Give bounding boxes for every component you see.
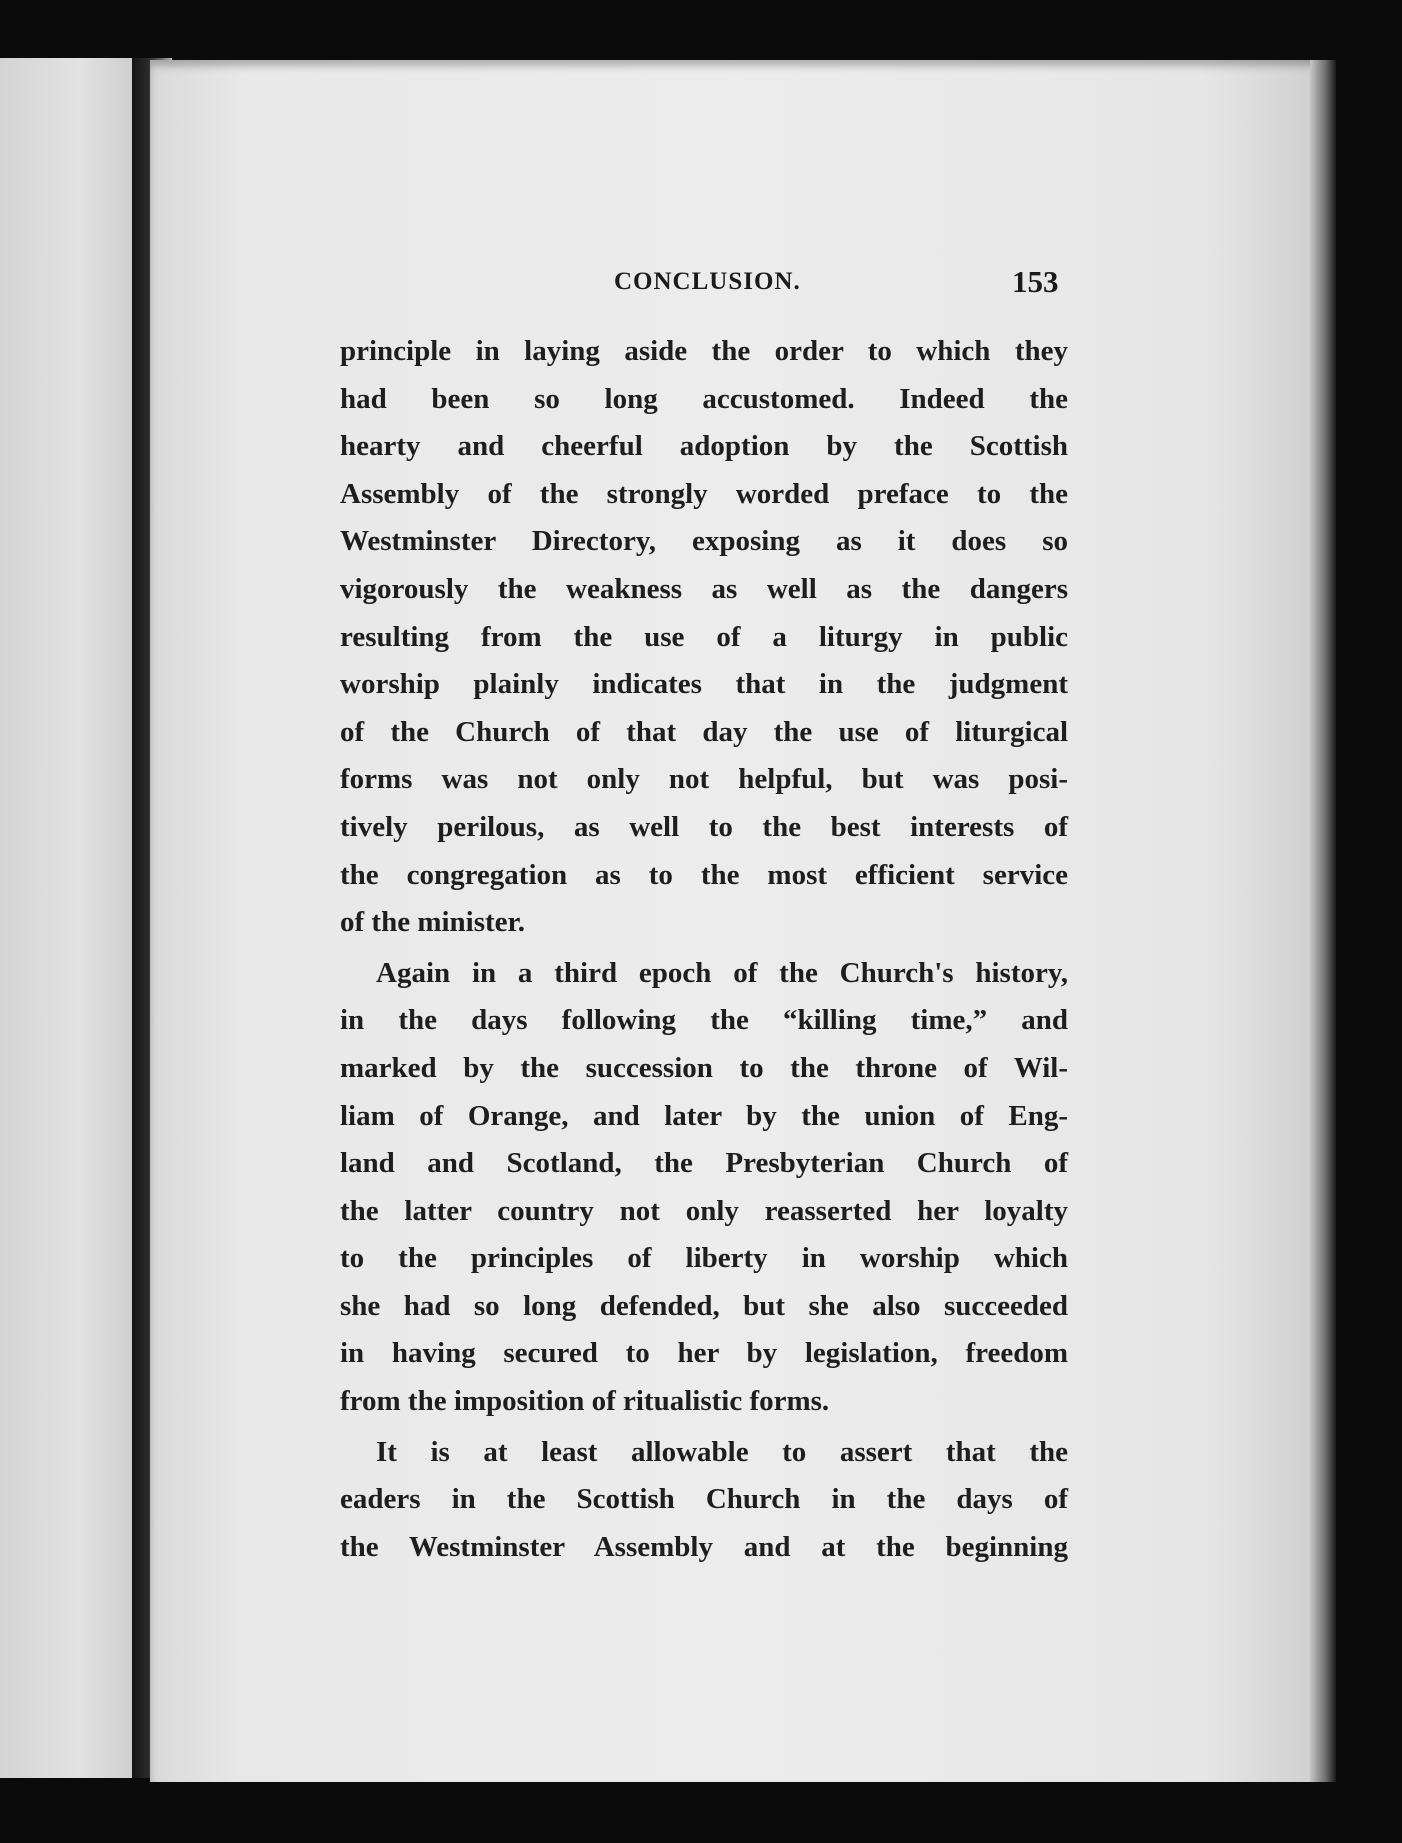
page-number: 153 (1012, 264, 1059, 299)
text-line: hearty and cheerful adoption by the Scottish (340, 430, 1068, 463)
running-title: CONCLUSION. (614, 268, 801, 295)
page-right-edge (1310, 60, 1336, 1782)
text-line: the congregation as to the most efficient service (340, 858, 1068, 891)
text-line: principle in laying aside the order to which they (340, 335, 1068, 367)
text-line: from the imposition of ritualistic forms. (340, 1385, 830, 1418)
facing-page-edge (0, 58, 132, 1778)
text-line: eaders in the Scottish Church in the days of (340, 1483, 1068, 1516)
text-line: the Westminster Assembly and at the beginning (340, 1530, 1068, 1563)
text-line: in the days following the “killing time,” and (340, 1004, 1068, 1037)
text-line: Again in a third epoch of the Church's history, (376, 956, 1068, 989)
text-line: of the minister. (340, 906, 525, 939)
text-line: It is at least allowable to assert that the (376, 1435, 1068, 1468)
text-line: to the principles of liberty in worship which (340, 1242, 1068, 1275)
text-line: Assembly of the strongly worded preface to the (340, 477, 1068, 510)
text-line: had been so long accustomed. Indeed the (340, 382, 1068, 415)
body-text (340, 328, 1068, 1571)
text-line: liam of Orange, and later by the union of Eng- (340, 1099, 1068, 1132)
text-line: she had so long defended, but she also succeeded (340, 1289, 1068, 1322)
text-line: resulting from the use of a liturgy in public (340, 620, 1068, 653)
page-header (0, 264, 1402, 308)
text-line: vigorously the weakness as well as the dangers (340, 572, 1068, 605)
text-line: forms was not only not helpful, but was posi- (340, 763, 1068, 796)
text-line: Westminster Directory, exposing as it does so (340, 525, 1068, 558)
text-line: in having secured to her by legislation, freedom (340, 1337, 1068, 1370)
text-line: land and Scotland, the Presbyterian Church of (340, 1147, 1068, 1180)
text-line: the latter country not only reasserted her loyalty (340, 1194, 1068, 1227)
text-line: marked by the succession to the throne of Wil- (340, 1051, 1068, 1084)
text-line: worship plainly indicates that in the judgment (340, 668, 1068, 701)
text-line: of the Church of that day the use of liturgical (340, 715, 1068, 748)
text-line: tively perilous, as well to the best interests of (340, 810, 1068, 843)
